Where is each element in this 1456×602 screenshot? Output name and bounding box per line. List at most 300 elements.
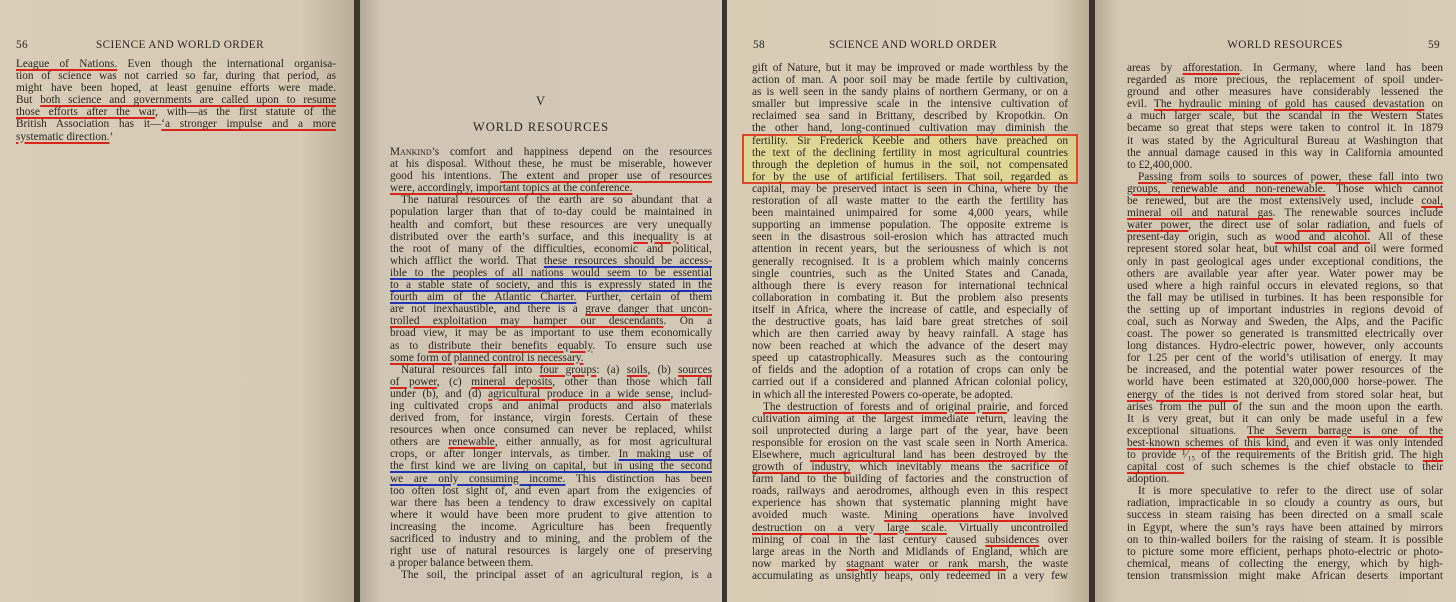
text-line	[1127, 437, 1443, 449]
text-run: responsible for erosion on the vast scale seen in North America.	[752, 436, 1068, 449]
red-underlined-text: ‘a stronger impulse and a more	[161, 118, 336, 131]
blue-underlined-text: the first kind we are living on capital, but in using the second	[390, 460, 712, 473]
text-run: single countries, such as the United States and Canada,	[752, 267, 1068, 280]
text-line	[1127, 413, 1443, 425]
text-line	[752, 425, 1068, 437]
text-run: been maintained unimpaired for some 4,000 years, while	[752, 207, 1068, 220]
highlighted-text-line	[752, 171, 1068, 183]
text-run: itself in Africa, where the increase of cattle, and especially of	[752, 303, 1068, 316]
text-run: . On a	[663, 315, 712, 328]
text-run: population larger than that of to-day could be maintained in	[390, 206, 712, 219]
text-run: a much larger scale, but the scandal in the Western States	[1127, 110, 1443, 123]
text-run: increasing the income. Agriculture has been frequently	[390, 520, 712, 533]
red-underlined-text: The Severn barrage is one of the	[1247, 424, 1443, 437]
text-line	[16, 58, 336, 70]
text-line	[1127, 135, 1443, 147]
red-underlined-text: energy of the tides is	[1127, 388, 1238, 401]
text-run: and even it was only intended	[1288, 436, 1443, 449]
text-line	[390, 170, 712, 182]
text-line	[1127, 473, 1443, 485]
text-run: generally recognised. It is a problem which mainly concerns	[752, 255, 1068, 268]
text-run: good his intentions.	[390, 170, 500, 183]
text-line	[1127, 110, 1443, 122]
red-underlined-text: League of Nations.	[16, 58, 118, 70]
text-run: It is more speculative to refer to the direct use of solar	[1138, 485, 1443, 498]
small-caps-text: Mankind	[390, 146, 432, 158]
red-underlined-text: much agricultural land has been destroyed by the	[809, 449, 1068, 461]
text-line	[390, 303, 712, 315]
text-line	[752, 485, 1068, 497]
text-line	[390, 460, 712, 472]
text-run: through the depletion of humus in the soil, not compensated	[752, 158, 1068, 171]
text-run: accumulating as unsightly heaps, only redeemed in a very few	[752, 569, 1068, 582]
text-run: not derived from stored solar heat, but	[1237, 388, 1443, 401]
text-line	[1127, 449, 1443, 461]
text-line	[1127, 183, 1443, 195]
text-line	[1127, 159, 1443, 171]
text-line	[752, 304, 1068, 316]
highlighted-text-line	[752, 147, 1068, 159]
text-run: are not inexhaustible, and there is a	[390, 303, 586, 316]
text-run: gift of Nature, but it may be improved or made worthless by the	[752, 62, 1068, 74]
text-line	[752, 86, 1068, 98]
text-run: , either annually, as for most agricultural	[494, 436, 712, 449]
red-underlined-text: best-known schemes of this kind,	[1127, 436, 1289, 449]
text-run: long distances. Hydro-electric power, however, only accounts	[1127, 340, 1443, 353]
page-58	[727, 0, 1089, 602]
text-run: avoided much waste.	[752, 509, 885, 522]
red-underlined-text: The extent and proper use of resources	[499, 170, 713, 183]
text-line	[390, 182, 712, 194]
text-line	[390, 231, 712, 243]
text-line	[1127, 98, 1443, 110]
text-run: too often lost sight of, and even apart from the exigencies of	[390, 484, 712, 497]
text-line	[752, 122, 1068, 134]
text-line	[752, 328, 1068, 340]
red-underlined-text: coal,	[1421, 195, 1443, 208]
page-body	[752, 62, 1068, 582]
text-run: large areas in the North and Midlands of England, which are	[752, 545, 1068, 558]
text-line	[1127, 231, 1443, 243]
red-underlined-text: solar radiation,	[1296, 219, 1371, 232]
text-run: of such schemes is the chief obstacle to their	[1184, 461, 1443, 474]
text-line	[1127, 522, 1443, 534]
red-underlined-text: growth of industry,	[752, 461, 851, 474]
text-line	[752, 570, 1068, 582]
text-line	[390, 352, 712, 364]
text-run: But	[16, 94, 41, 107]
text-run: is at	[678, 230, 712, 243]
red-underlined-text: four groups	[539, 363, 597, 376]
text-line	[1127, 268, 1443, 280]
page-number: 56	[16, 39, 29, 51]
text-line	[16, 118, 336, 130]
text-run: others are available year after year. Water power may be	[1127, 267, 1443, 280]
red-underlined-text: grave danger that uncon-	[585, 303, 713, 316]
text-run: collaboration in combating it. But the problem also presents	[752, 291, 1068, 304]
text-run: resources when once consumed can never be replaced, whilst	[390, 424, 712, 437]
text-run: Elsewhere,	[752, 449, 810, 461]
red-underlined-text: some form of planned control is necessary.	[390, 351, 584, 364]
text-run: roads, railways and aerodromes, although even in this respect	[752, 485, 1068, 498]
text-line	[390, 424, 712, 436]
text-run: as to	[390, 339, 429, 352]
text-line	[390, 340, 712, 352]
text-line	[390, 279, 712, 291]
text-run: be increased, and the potential water power resources of the	[1127, 364, 1443, 377]
red-underlined-text: destruction on a very large scale.	[752, 521, 947, 534]
text-run: farm land to the building of factories and the construction of	[752, 473, 1068, 486]
text-run: present-day origin, such as	[1127, 231, 1275, 244]
text-line	[1127, 280, 1443, 292]
text-line	[752, 110, 1068, 122]
text-run: seen in the disastrous soil-erosion which has attracted much	[752, 231, 1068, 244]
text-line	[16, 106, 336, 118]
text-line	[752, 522, 1068, 534]
text-run: ground and other measures have considerably lessened the	[1127, 86, 1443, 99]
text-run: British Association has it—	[16, 118, 162, 131]
text-line	[1127, 425, 1443, 437]
text-run: which afflict the world. That	[390, 254, 544, 267]
text-run: tion of science was not carried so far, during that period, as	[16, 70, 336, 83]
text-line	[752, 268, 1068, 280]
text-line	[752, 183, 1068, 195]
text-run: soil unprotected during a large part of the year, have been	[752, 424, 1068, 437]
text-line	[16, 70, 336, 82]
text-run: restoration of all waste matter to the earth the fertility has	[752, 195, 1068, 208]
text-line	[390, 376, 712, 388]
text-run: , the waste	[1005, 557, 1068, 570]
text-line	[1127, 364, 1443, 376]
text-line	[752, 473, 1068, 485]
chapter-number: V	[535, 94, 547, 108]
red-underlined-text: sources	[678, 363, 712, 376]
text-run: The natural resources of the earth are so abundant that a	[401, 194, 712, 207]
red-underlined-text: afforestation	[1182, 62, 1240, 74]
text-run: Further, certain of them	[576, 291, 712, 304]
text-line	[1127, 243, 1443, 255]
text-run: a proper balance between them.	[390, 557, 534, 570]
text-run: might have been hoped, at least genuine efforts were made.	[16, 82, 336, 95]
text-line	[1127, 497, 1443, 509]
text-run: derived from, for instance, virgin forests. Certain of these	[390, 412, 712, 425]
text-run: the annual damage caused in this way in California amounted	[1127, 146, 1443, 159]
text-run: others are	[390, 436, 449, 449]
text-run: , includ-	[670, 387, 713, 400]
blue-underlined-text: these resources should be access-	[543, 254, 712, 267]
text-line	[752, 437, 1068, 449]
text-line	[390, 436, 712, 448]
text-line	[752, 98, 1068, 110]
text-run: at his disposal. Without these, he must be miserable, however	[390, 158, 712, 171]
red-underlined-text: trolled exploitation may hamper our descendants	[390, 315, 664, 328]
text-run: as is well seen in the sandy plains of northern Germany, or on a	[752, 86, 1068, 99]
text-run: in Egypt, where the sun’s rays have been attained by mirrors	[1127, 521, 1443, 534]
page-59	[1095, 0, 1456, 602]
text-run: The soil, the principal asset of an agricultural region, is a	[401, 569, 712, 582]
text-line	[390, 400, 712, 412]
red-underlined-text: of power	[390, 375, 437, 388]
text-run: , other than those which fall	[552, 375, 712, 388]
red-underlined-text: groups, renewable and non-renewable.	[1127, 182, 1326, 195]
text-run: war there has been a tendency to draw excessively on capital	[390, 496, 712, 509]
text-run: , the direct use of	[1188, 219, 1297, 232]
text-run: represent stored solar heat, but whilst coal and oil were formed	[1127, 243, 1443, 256]
text-line	[752, 292, 1068, 304]
blue-underlined-text: ible to the peoples of all nations would seem to be essential	[390, 266, 712, 279]
chapter-title: WORLD RESOURCES	[472, 120, 610, 134]
text-line	[1127, 256, 1443, 268]
red-underlined-text: inequality	[633, 230, 679, 243]
page-57	[360, 0, 722, 602]
text-run: adoption.	[1127, 473, 1170, 486]
page-body	[390, 146, 712, 581]
text-line	[1127, 74, 1443, 86]
text-run: evil.	[1127, 98, 1154, 111]
red-underlined-text: systematic direction.	[16, 130, 110, 143]
text-run: the setting up of important industries in regions devoid of	[1127, 303, 1443, 316]
text-run: mining of coal in the last century caused	[752, 533, 986, 546]
running-header: SCIENCE AND WORLD ORDER	[95, 39, 265, 51]
text-line	[16, 94, 336, 106]
text-line	[390, 327, 712, 339]
text-line	[1127, 340, 1443, 352]
text-line	[752, 256, 1068, 268]
text-run: supporting an immense population. The opposite extreme is	[752, 219, 1068, 232]
text-run: the text of the declining fertility in most agricultural countries	[752, 146, 1068, 159]
text-line	[1127, 461, 1443, 473]
text-run: of fields and the adoption of a rotation of crops can only be	[752, 364, 1068, 377]
text-line	[752, 340, 1068, 352]
text-line	[390, 206, 712, 218]
text-line	[752, 534, 1068, 546]
red-underlined-text: mineral oil and natural gas	[1127, 207, 1273, 220]
text-run: radiation, impracticable in so cloudy a country as ours, but	[1127, 497, 1443, 510]
blue-underlined-text: In making use of	[618, 448, 712, 461]
blue-underlined-text: to a stable state of society, and this is expressly stated in the	[390, 279, 712, 292]
highlighted-text-line	[752, 135, 1068, 147]
text-run: All of these	[1370, 231, 1444, 244]
text-run: in which all the interested Powers co-operate, be adopted.	[752, 388, 1013, 401]
text-run: the destructive goats, has laid bare great stretches of soil	[752, 315, 1068, 328]
text-line	[390, 146, 712, 158]
text-line	[1127, 122, 1443, 134]
text-run: coal, such as Norway and Sweden, the Alps, and the Pacific	[1127, 315, 1443, 328]
text-line	[752, 364, 1068, 376]
text-run: health and comfort, but these resources are very unequally	[390, 218, 712, 231]
text-line	[1127, 62, 1443, 74]
text-line	[752, 546, 1068, 558]
text-line	[1127, 558, 1443, 570]
text-run: sacrificed to industry and to mining, and the problem of the	[390, 533, 712, 545]
text-run: on	[1424, 98, 1444, 111]
text-line	[1127, 219, 1443, 231]
text-run: Those which cannot	[1325, 182, 1443, 195]
text-run: areas by	[1127, 62, 1183, 74]
text-line	[752, 74, 1068, 86]
text-run: now been reached at which the advance of the desert may	[752, 340, 1068, 353]
text-run: the fall may be utilised in turbines. It has been responsible for	[1127, 291, 1443, 304]
text-line	[390, 158, 712, 170]
text-run: although there is every reason for international technical	[752, 279, 1068, 292]
text-run: smaller but impressive scale in the intensive cultivation of	[752, 98, 1068, 111]
red-underlined-text: The hydraulic mining of gold has caused devastation	[1153, 98, 1425, 111]
text-run: Natural resources fall into	[401, 363, 540, 376]
text-run: . The renewable sources include	[1272, 207, 1443, 220]
text-line	[752, 389, 1068, 401]
text-line	[752, 509, 1068, 521]
text-line	[1127, 316, 1443, 328]
text-line	[390, 194, 712, 206]
text-line	[390, 255, 712, 267]
text-run: the other hand, long-continued cultivation may diminish the	[752, 122, 1068, 135]
text-run: where it would have been more prudent to give attention to	[390, 508, 712, 521]
text-line	[390, 267, 712, 279]
text-line	[1127, 328, 1443, 340]
text-run: used where a high rainful occurs in elevated regions, so that	[1127, 279, 1443, 292]
text-line	[390, 412, 712, 424]
text-line	[390, 243, 712, 255]
text-line	[390, 448, 712, 460]
text-run: , (c)	[436, 375, 472, 388]
red-underlined-text: The destruction of forests and of original prairie	[763, 400, 1007, 413]
text-line	[1127, 546, 1443, 558]
text-run: . To ensure such use	[592, 339, 712, 352]
text-line	[752, 280, 1068, 292]
text-run: the root of many of the difficulties, economic and political,	[390, 242, 712, 255]
text-line	[390, 545, 712, 557]
text-line	[1127, 207, 1443, 219]
red-underlined-text: both science and governments are called upon to resume	[40, 94, 336, 107]
text-line	[390, 497, 712, 509]
text-run: speed up catastrophically. Measures such as the contouring	[752, 352, 1068, 365]
text-line	[752, 316, 1068, 328]
text-run: to picture some more efficient, perhaps photo-electric or photo-	[1127, 545, 1443, 558]
red-underlined-text: distribute their benefits equably	[428, 339, 593, 352]
text-run: broad view, it may be as important to use them economically	[390, 327, 712, 340]
text-run: . In Germany, where land has been	[1239, 62, 1443, 74]
text-line	[390, 315, 712, 327]
text-line	[390, 509, 712, 521]
text-line	[390, 388, 712, 400]
text-line	[752, 461, 1068, 473]
red-underlined-text: mineral deposits	[471, 375, 553, 388]
text-run: tension transmission might make African deserts important	[1127, 569, 1443, 582]
text-run: to provide ¹⁄₁₅ of the requirements of the British grid. The	[1127, 449, 1423, 461]
text-line	[390, 485, 712, 497]
text-line	[390, 291, 712, 303]
text-line	[752, 401, 1068, 413]
red-underlined-text: Mining operations have involved	[884, 509, 1068, 522]
text-run: over	[1039, 533, 1068, 546]
red-underlined-text: high	[1422, 449, 1443, 461]
text-run: became so great that steps were taken to control it. In 1879	[1127, 122, 1443, 135]
text-line	[1127, 195, 1443, 207]
text-run: for by the use of artificial fertilisers. That soil, regarded as	[752, 170, 1068, 183]
running-header: WORLD RESOURCES	[1227, 39, 1343, 51]
text-line	[1127, 509, 1443, 521]
text-run: , (b)	[647, 363, 679, 376]
text-line	[390, 473, 712, 485]
text-line	[752, 413, 1068, 425]
text-line	[752, 195, 1068, 207]
text-line	[1127, 389, 1443, 401]
text-run: It is very great, but it can only be made useful in a few	[1127, 412, 1443, 425]
text-run: world have been estimated at 320,000,000 horse-power. The	[1127, 376, 1443, 389]
page-number: 59	[1428, 39, 1441, 51]
red-underlined-text: soils	[626, 363, 648, 376]
red-underlined-text: wood and alcohol.	[1274, 231, 1371, 244]
text-line	[752, 62, 1068, 74]
red-underlined-text: those efforts after the war	[16, 106, 156, 119]
text-line	[1127, 485, 1443, 497]
text-run: and fuels of	[1370, 219, 1443, 232]
page-body	[1127, 62, 1443, 582]
text-line	[752, 558, 1068, 570]
text-line	[390, 557, 712, 569]
text-line	[752, 207, 1068, 219]
text-run: exceptional situations.	[1127, 424, 1248, 437]
text-line	[1127, 304, 1443, 316]
text-run: experience has shown that systematic planning might have	[752, 497, 1068, 510]
text-run: it was stated by the Agricultural Bureau at Washington that	[1127, 134, 1443, 147]
text-run: now marked by	[752, 557, 847, 570]
text-line	[752, 231, 1068, 243]
text-line	[1127, 86, 1443, 98]
text-run: on to thin-walled boilers for the raising of steam. It is possible	[1127, 533, 1443, 546]
text-line	[1127, 376, 1443, 388]
text-run: crops, or after longer intervals, as timber.	[390, 448, 619, 461]
red-underlined-text: capital cost	[1127, 461, 1185, 474]
text-run: which inevitably means the sacrifice of	[850, 461, 1068, 474]
text-line	[390, 219, 712, 231]
text-run: , and forced	[1006, 400, 1068, 413]
red-underlined-text: were, accordingly, important topics at the conference.	[390, 182, 633, 195]
text-line	[752, 243, 1068, 255]
text-run: action of man. A poor soil may be made fertile by cultivation,	[752, 74, 1068, 87]
text-run: ’s comfort and happiness depend on the resources	[431, 146, 712, 158]
text-run: ing cultivated crops and animal products and also materials	[390, 399, 712, 412]
text-line	[752, 449, 1068, 461]
text-line	[16, 131, 336, 143]
red-underlined-text: agricultural produce in a wide sense	[488, 387, 671, 400]
page-number: 58	[753, 39, 766, 51]
text-run: reclaimed sea sand in Brittany, described by Kropotkin. On	[752, 110, 1068, 123]
text-line	[16, 82, 336, 94]
text-run: be renewed, but are the most extensively used, include	[1127, 195, 1422, 208]
text-run: Virtually uncontrolled	[946, 521, 1068, 534]
text-run: , with—as the first statute of the	[155, 106, 336, 119]
text-run: This distinction has been	[565, 472, 713, 485]
text-run: fertility. Sir Frederick Keeble and others have preached on	[752, 134, 1068, 147]
text-run: right use of natural resources is largely one of preserving	[390, 545, 712, 558]
text-run: capital, may be preserved intact is seen in China, where by the	[752, 182, 1068, 195]
text-line	[1127, 401, 1443, 413]
text-run: carried out if a considered and planned African colonial policy,	[752, 376, 1068, 389]
text-line	[1127, 570, 1443, 582]
text-run: arises from the pull of the sun and the moon upon the earth.	[1127, 400, 1443, 413]
text-line	[752, 376, 1068, 388]
text-run: cultivation aiming at the largest immediate return, leaving the	[752, 412, 1068, 425]
text-run: under (b), and (d)	[390, 387, 489, 400]
text-line	[1127, 292, 1443, 304]
red-underlined-text: water power	[1127, 219, 1189, 232]
page-body	[16, 58, 336, 143]
text-run: success in steam raising has been directed on a small scale	[1127, 509, 1443, 522]
text-run: attention in recent years, but the seriousness of which is not	[752, 243, 1068, 256]
text-run: ’	[109, 130, 114, 143]
text-line	[1127, 147, 1443, 159]
